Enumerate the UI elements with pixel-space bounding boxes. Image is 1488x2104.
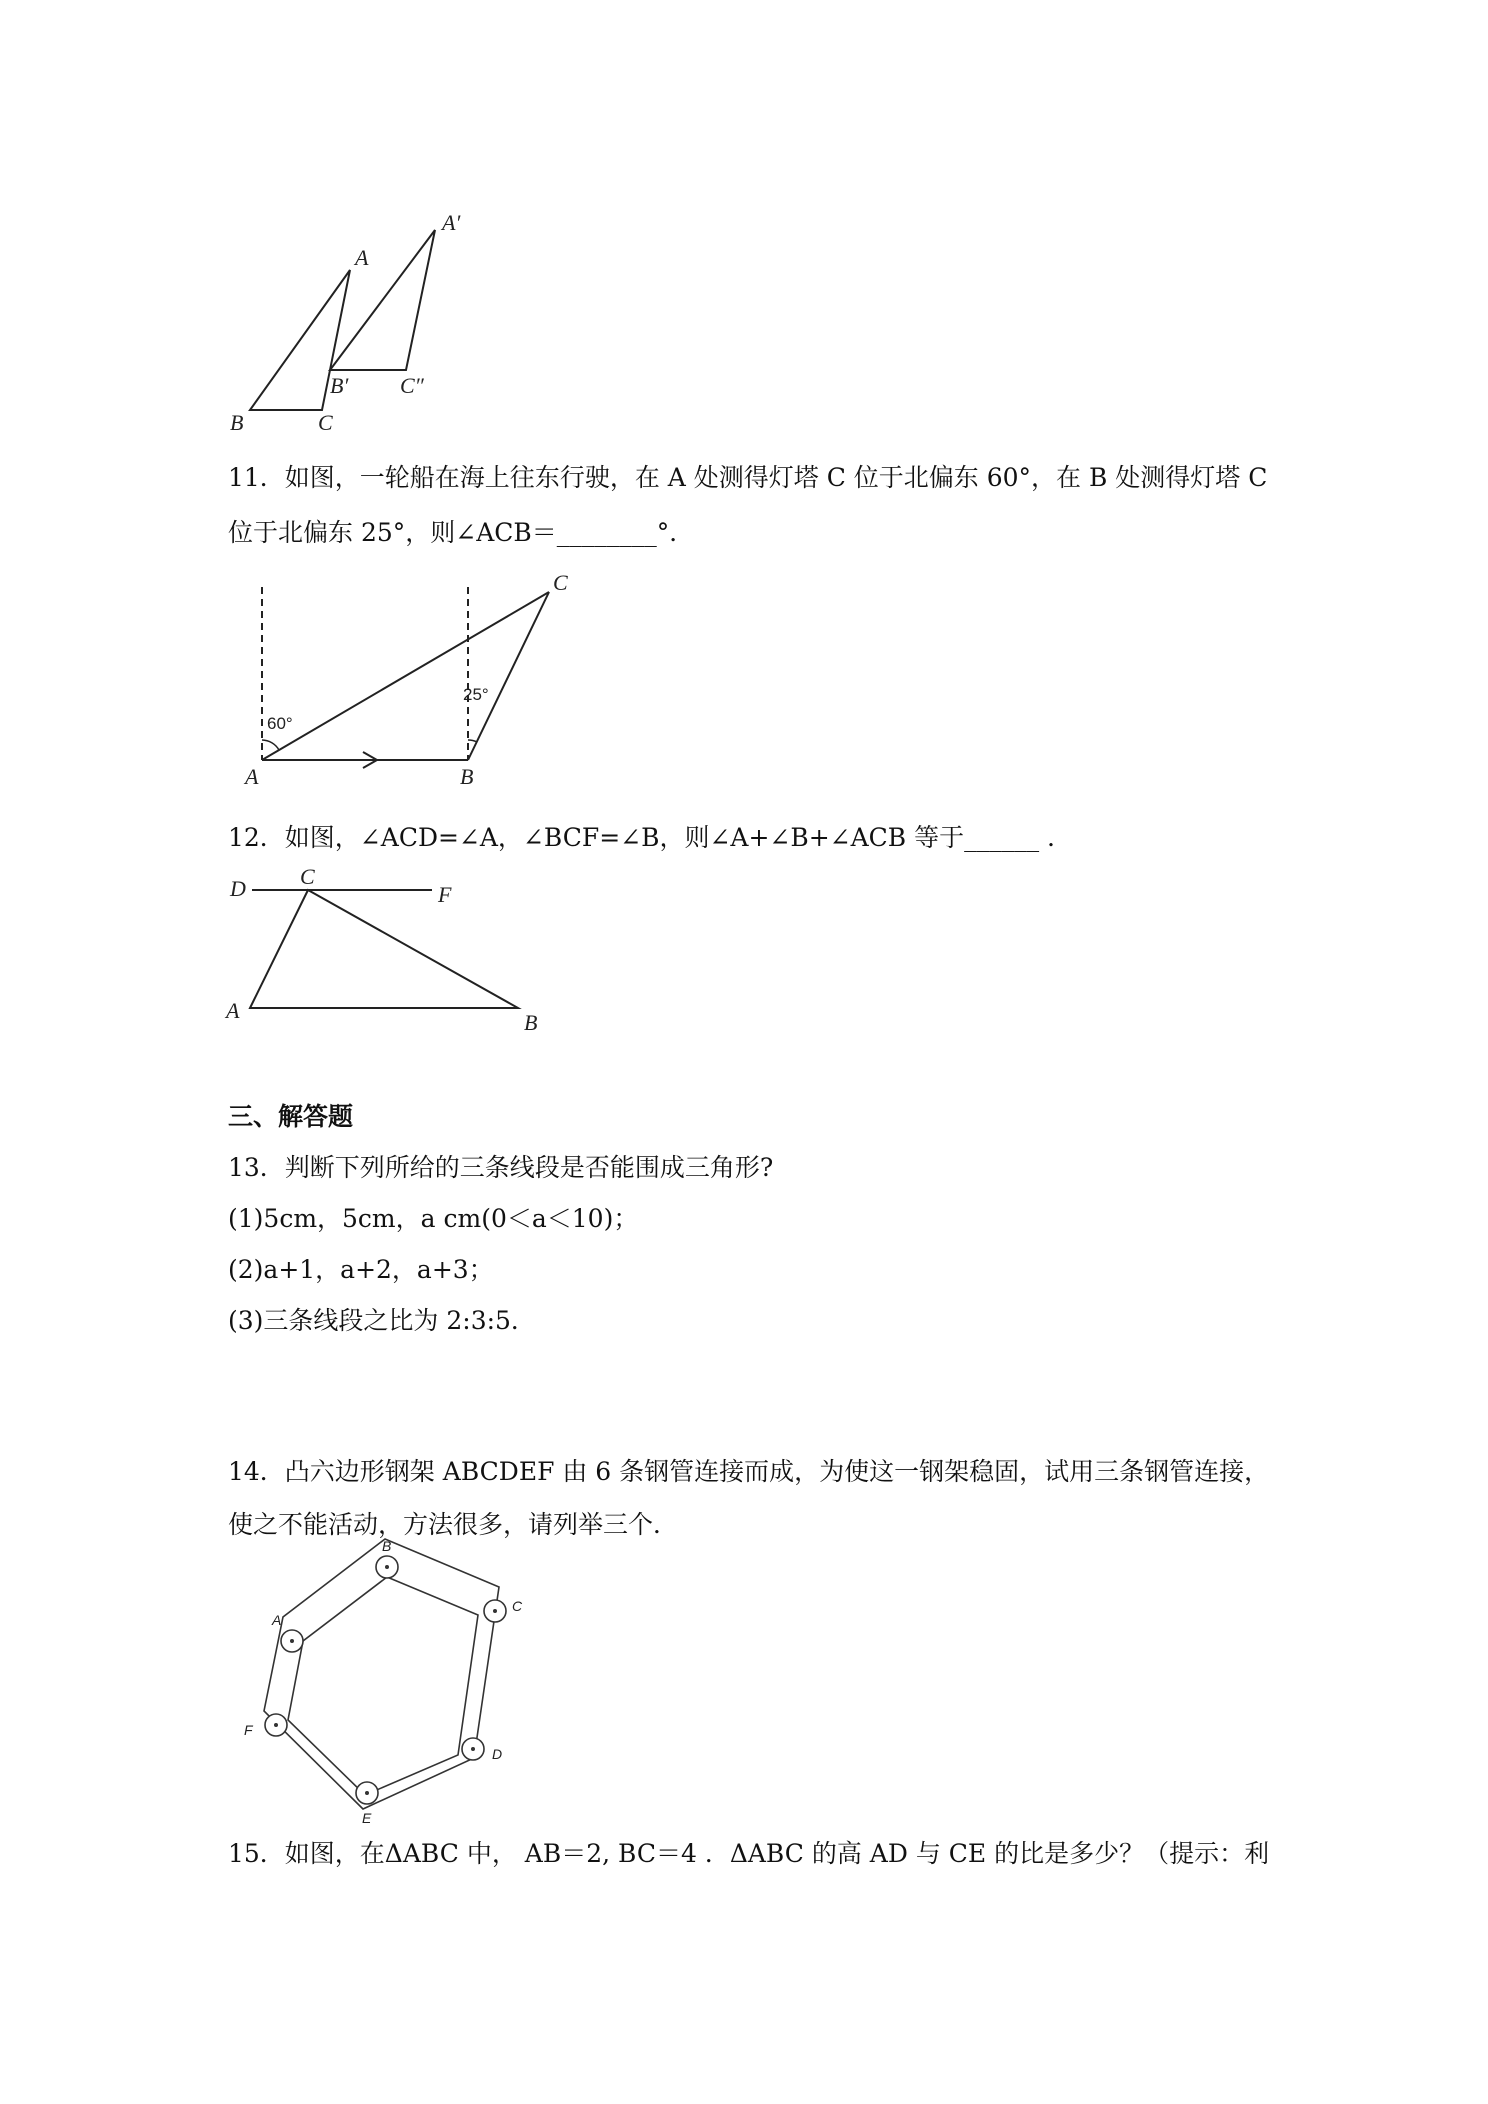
section-title: 三、解答题 xyxy=(228,1102,354,1131)
label-e: E xyxy=(362,1810,372,1826)
joint-b xyxy=(376,1556,398,1578)
label-c: C xyxy=(318,410,333,435)
joint-d xyxy=(462,1738,484,1760)
q14-line2: 使之不能活动，方法很多，请列举三个． xyxy=(228,1510,679,1539)
q13-item1: (1)5cm，5cm，a cm(0＜a＜10)； xyxy=(228,1204,639,1233)
figure-q12-triangle xyxy=(220,864,560,1038)
q12-line1: 12．如图，∠ACD=∠A，∠BCF=∠B，则∠A+∠B+∠ACB 等于______ ． xyxy=(228,823,1073,852)
q11-line1: 11．如图，一轮船在海上往东行驶，在 A 处测得灯塔 C 位于北偏东 60°，在 B 处测得灯塔 C xyxy=(228,463,1268,492)
figure-q10-triangles xyxy=(220,205,480,440)
figure-q14-hexagon-frame xyxy=(230,1538,550,1826)
label-b-prime: B′ xyxy=(330,373,349,398)
q11-line2: 位于北偏东 25°，则∠ACB＝________°． xyxy=(228,518,695,547)
label-c-double-prime: C″ xyxy=(400,373,424,398)
label-a: A xyxy=(272,1612,282,1628)
angle-arc-a xyxy=(262,740,279,750)
figure-q11-ship-bearing xyxy=(235,572,585,797)
label-f: F xyxy=(438,882,452,907)
label-b: B xyxy=(382,1538,392,1554)
label-c: C xyxy=(300,864,315,889)
triangle-a2b2c2 xyxy=(330,230,435,370)
angle-arc-b xyxy=(468,740,477,742)
label-a: A xyxy=(355,245,369,270)
label-d: D xyxy=(230,876,246,901)
label-c: C xyxy=(553,570,568,595)
triangle-abc xyxy=(250,890,518,1008)
hexagon-outer xyxy=(264,1539,499,1809)
label-a: A xyxy=(226,998,240,1023)
label-b: B xyxy=(230,410,244,435)
joint-e xyxy=(356,1782,378,1804)
label-f: F xyxy=(244,1722,253,1738)
q13-line1: 13．判断下列所给的三条线段是否能围成三角形? xyxy=(228,1153,774,1182)
segment-bc xyxy=(468,592,549,760)
joint-c xyxy=(484,1600,506,1622)
q15-line1: 15．如图，在ΔABC 中， AB＝2, BC＝4 ．ΔABC 的高 AD 与 CE 的比是多少？（提示：利 xyxy=(228,1839,1270,1868)
label-a: A xyxy=(245,764,259,789)
label-c: C xyxy=(512,1598,523,1614)
q13-item3: (3)三条线段之比为 2:3:5． xyxy=(228,1306,536,1335)
angle-label-60: 60° xyxy=(267,714,293,733)
q13-item2: (2)a+1，a+2，a+3； xyxy=(228,1255,494,1284)
label-b: B xyxy=(460,764,474,789)
joint-f xyxy=(265,1714,287,1736)
angle-label-25: 25° xyxy=(463,685,489,704)
q14-line1: 14．凸六边形钢架 ABCDEF 由 6 条钢管连接而成，为使这一钢架稳固，试用三条钢管连接， xyxy=(228,1457,1270,1486)
joint-a xyxy=(281,1630,303,1652)
label-a-prime: A′ xyxy=(442,210,461,235)
label-d: D xyxy=(492,1746,503,1762)
label-b: B xyxy=(524,1010,538,1035)
segment-ac xyxy=(262,592,549,760)
